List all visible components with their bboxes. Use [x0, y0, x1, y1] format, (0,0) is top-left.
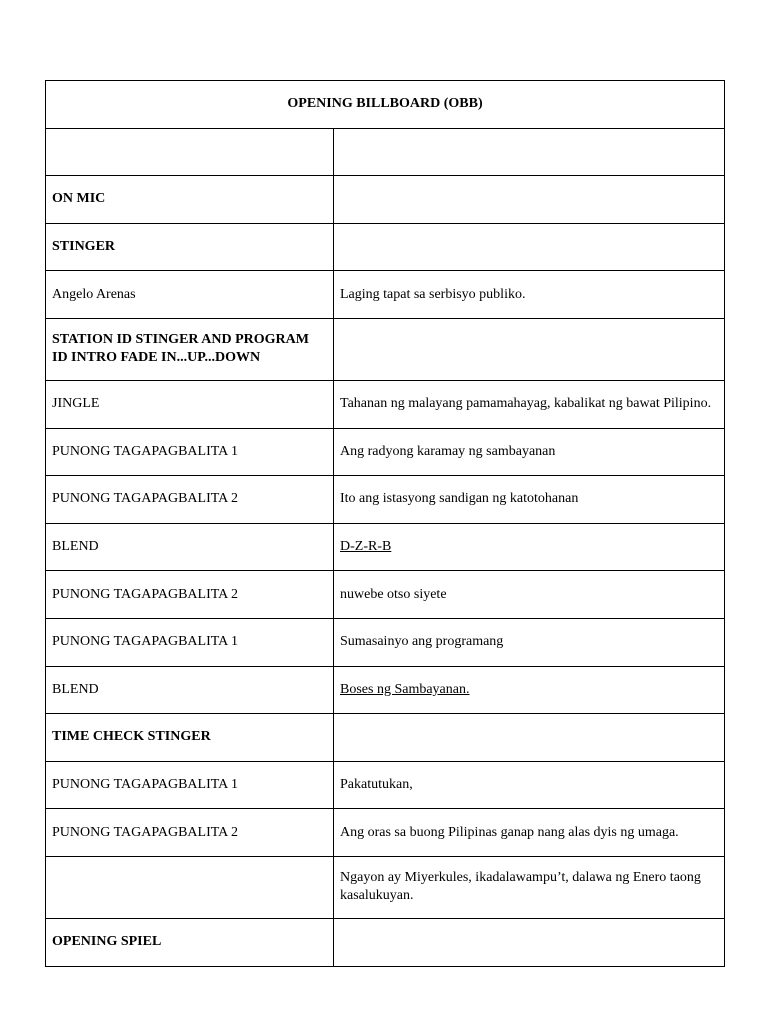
- table-row: [46, 318, 725, 380]
- cue-cell: PUNONG TAGAPAGBALITA 1: [46, 761, 334, 809]
- line-cell: Pakatutukan,: [334, 761, 725, 809]
- table-row: [46, 176, 725, 224]
- table-row: [46, 271, 725, 319]
- line-cell: Laging tapat sa serbisyo publiko.: [334, 271, 725, 319]
- line-cell: [334, 176, 725, 224]
- cue-cell: PUNONG TAGAPAGBALITA 1: [46, 618, 334, 666]
- line-cell: Ngayon ay Miyerkules, ikadalawampu’t, dalawa ng Enero taong kasalukuyan.: [334, 856, 725, 918]
- cue-cell: PUNONG TAGAPAGBALITA 2: [46, 476, 334, 524]
- line-cell: Ang radyong karamay ng sambayanan: [334, 428, 725, 476]
- underlined-line: D-Z-R-B: [340, 539, 392, 555]
- table-row: [46, 223, 725, 271]
- table-row: [46, 618, 725, 666]
- cue-cell: BLEND: [46, 523, 334, 571]
- cue-cell: OPENING SPIEL: [46, 918, 334, 966]
- title-row: [46, 81, 725, 129]
- line-cell: [334, 918, 725, 966]
- table-row: [46, 476, 725, 524]
- table-row: [46, 523, 725, 571]
- table-row: [46, 380, 725, 428]
- line-cell: [334, 223, 725, 271]
- cue-cell: STINGER: [46, 223, 334, 271]
- cue-cell: PUNONG TAGAPAGBALITA 1: [46, 428, 334, 476]
- underlined-line: Boses ng Sambayanan.: [340, 681, 470, 697]
- line-cell: [334, 714, 725, 762]
- line-cell: Ang oras sa buong Pilipinas ganap nang alas dyis ng umaga.: [334, 809, 725, 857]
- script-table: [45, 80, 725, 967]
- cue-cell: Angelo Arenas: [46, 271, 334, 319]
- table-row: [46, 428, 725, 476]
- table-row: [46, 761, 725, 809]
- cue-cell: BLEND: [46, 666, 334, 714]
- line-cell: [334, 523, 725, 571]
- table-row: [46, 666, 725, 714]
- cue-cell: PUNONG TAGAPAGBALITA 2: [46, 571, 334, 619]
- line-cell: Ito ang istasyong sandigan ng katotohanan: [334, 476, 725, 524]
- line-cell: [334, 318, 725, 380]
- table-row: [46, 714, 725, 762]
- cue-cell: TIME CHECK STINGER: [46, 714, 334, 762]
- table-row: [46, 128, 725, 176]
- cue-cell: JINGLE: [46, 380, 334, 428]
- line-cell: [334, 666, 725, 714]
- cue-cell: STATION ID STINGER AND PROGRAM ID INTRO FADE IN...UP...DOWN: [46, 318, 334, 380]
- table-row: [46, 571, 725, 619]
- line-cell: nuwebe otso siyete: [334, 571, 725, 619]
- line-cell: Tahanan ng malayang pamamahayag, kabalikat ng bawat Pilipino.: [334, 380, 725, 428]
- table-row: [46, 856, 725, 918]
- script-document: [45, 80, 724, 967]
- cue-cell: [46, 128, 334, 176]
- cue-cell: PUNONG TAGAPAGBALITA 2: [46, 809, 334, 857]
- table-row: [46, 809, 725, 857]
- line-cell: Sumasainyo ang programang: [334, 618, 725, 666]
- cue-cell: ON MIC: [46, 176, 334, 224]
- cue-cell: [46, 856, 334, 918]
- table-row: [46, 918, 725, 966]
- line-cell: [334, 128, 725, 176]
- document-title: OPENING BILLBOARD (OBB): [46, 81, 725, 129]
